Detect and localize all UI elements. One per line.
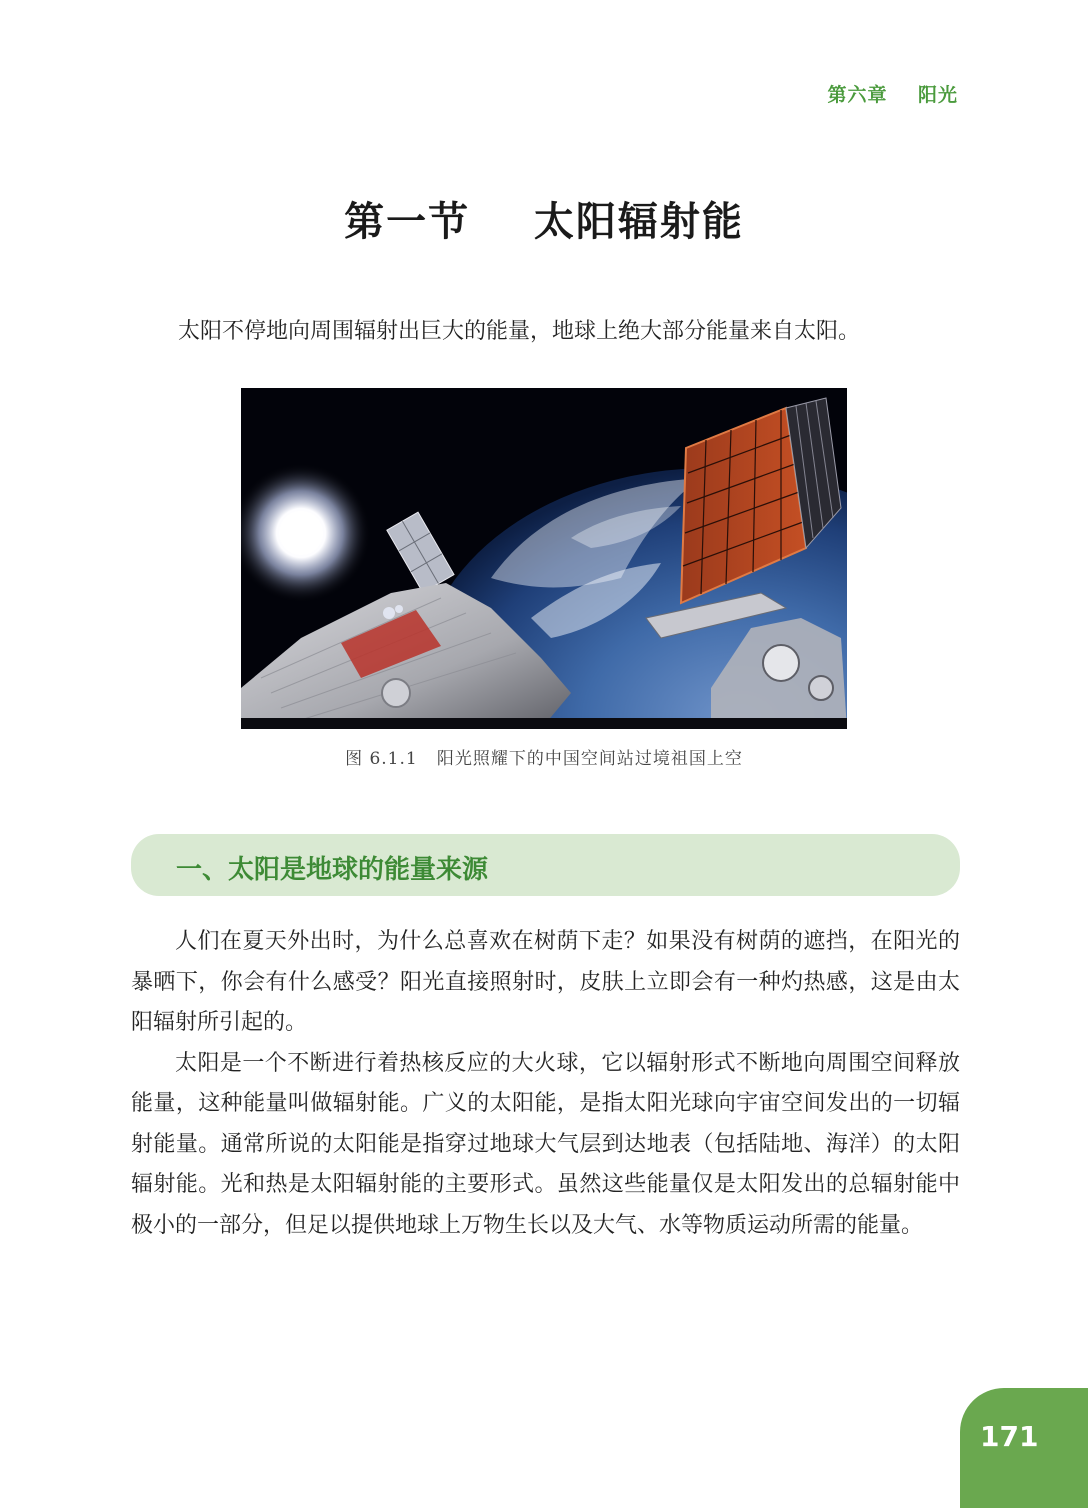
subsection-heading-band	[131, 834, 960, 896]
paragraph: 太阳是一个不断进行着热核反应的大火球，它以辐射形式不断地向周围空间释放能量，这种能量叫做辐射能。广义的太阳能，是指太阳光球向宇宙空间发出的一切辐射能量。通常所说的太阳能是指穿过地球大气层到达地表（包括陆地、海洋）的太阳辐射能。光和热是太阳辐射能的主要形式。虽然这些能量仅是太阳发出的总辐射能中极小的一部分，但足以提供地球上万物生长以及大气、水等物质运动所需的能量。	[131, 1050, 960, 1238]
section-title: 第一节 太阳辐射能	[344, 199, 744, 245]
intro-sentence: 太阳不停地向周围辐射出巨大的能量，地球上绝大部分能量来自太阳。	[178, 319, 861, 344]
running-head-chapter: 第六章 阳光	[827, 84, 958, 106]
figure-photo	[241, 388, 847, 729]
page-number-tab	[960, 1388, 1088, 1508]
figure-caption: 图 6.1.1 阳光照耀下的中国空间站过境祖国上空	[345, 749, 743, 769]
paragraph: 人们在夏天外出时，为什么总喜欢在树荫下走？如果没有树荫的遮挡，在阳光的暴晒下，你会有什么感受？阳光直接照射时，皮肤上立即会有一种灼热感，这是由太阳辐射所引起的。	[131, 929, 960, 1035]
body-text	[131, 922, 960, 1246]
subsection-heading: 一、太阳是地球的能量来源	[176, 855, 489, 885]
space-station-earth-image	[241, 388, 847, 729]
page-number: 171	[980, 1420, 1039, 1453]
